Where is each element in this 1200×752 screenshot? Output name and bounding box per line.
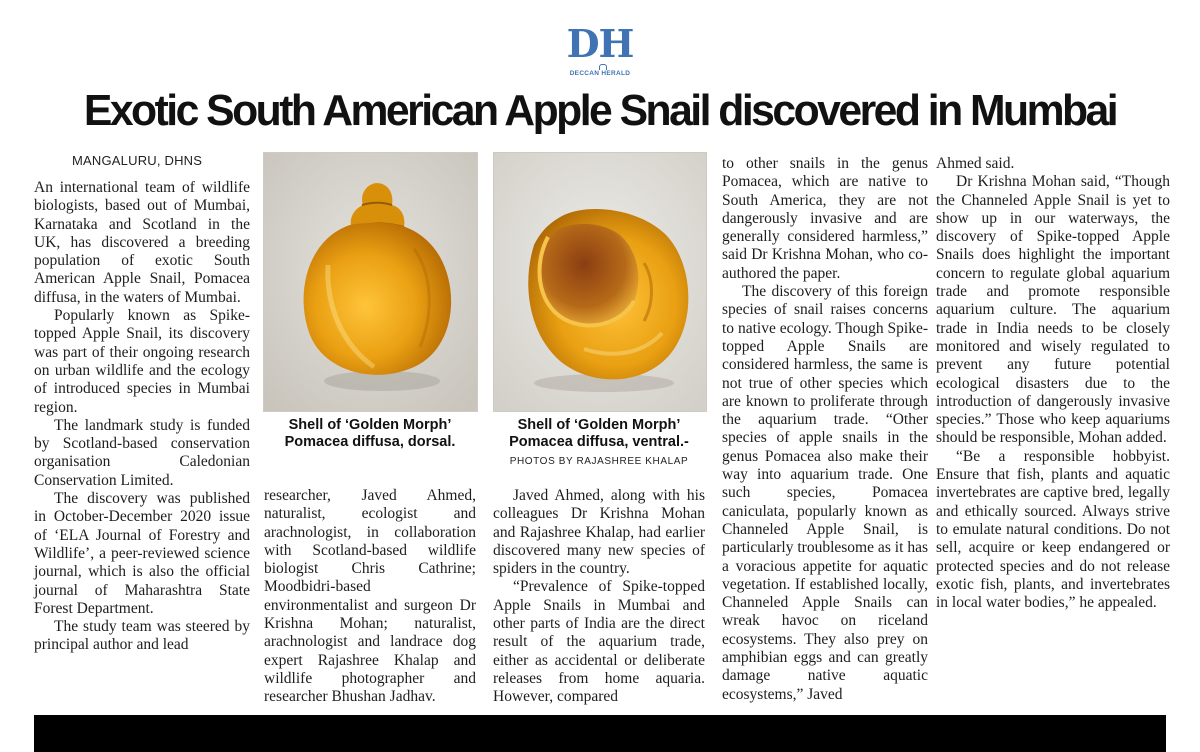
article-column-4 — [722, 155, 928, 704]
paragraph: Ahmed said. — [936, 155, 1015, 172]
paragraph: researcher, Javed Ahmed, naturalist, ecologist and arachnologist, in collaboration with Scotland-based wildlife biologist Chris Cathrine; Moodbidri-based environmentalist and surgeon Dr Krishna Mohan; naturalist, arachnologist and landrace dog expert Rajashree Khalap and wildlife photographer and researcher Bhushan Jadhav. — [264, 487, 476, 706]
paragraph: “Be a responsible hobbyist. Ensure that fish, plants and aquatic invertebrates are captive bred, legally and ethically sourced. Always strive to emulate natural conditions. Do not sell, acquire or keep endangered or protected species and do not release exotic fish, plants, and invertebrates in local water bodies,” he appealed. — [936, 447, 1170, 612]
article-column-5 — [936, 155, 1170, 612]
paragraph: The discovery of this foreign species of snail raises concerns to native ecology. Though Spike-topped Apple Snails are considered harmless, the same is not true of other species which are known to proliferate through the aquarium trade. “Other species of apple snails in the genus Pomacea also make their way into aquarium trade. One such species, Pomacea caniculata, popularly known as Channeled Apple Snail, is particularly troublesome as it has a voracious appetite for aquatic vegetation. If established locally, Channeled Apple Snails can wreak havoc on riceland ecosystems. They also prey on amphibian eggs and can greatly damage native aquatic ecosystems,” Javed — [722, 283, 928, 703]
article-column-1 — [34, 179, 250, 655]
paragraph: Dr Krishna Mohan said, “Though the Channeled Apple Snail is yet to show up in our waterways, the discovery of Spike-topped Apple Snails does highlight the important concern to regulate global aquarium trade and promote responsible aquarium culture. The aquarium trade in India needs to be closely monitored and wisely regulated to prevent any future potential ecological disasters due to the introduction of dangerously invasive species.” Those who keep aquariums should be responsible, Mohan added. — [936, 173, 1170, 447]
paragraph: The discovery was published in October-December 2020 issue of ‘ELA Journal of Forestry and Wildlife’, a peer-reviewed science journal, which is also the official journal of Maharashtra State Forest Department. — [34, 490, 250, 617]
article-column-3 — [493, 487, 705, 707]
paragraph: to other snails in the genus Pomacea, which are native to South America, they are not dangerously invasive and are generally considered harmless,” said Dr Krishna Mohan, who co-authored the paper. — [722, 155, 928, 282]
logo-subtitle: DECCAN HERALD — [569, 70, 631, 77]
bottom-black-bar — [34, 715, 1166, 752]
article-headline: Exotic South American Apple Snail discovered in Mumbai — [83, 86, 1117, 135]
snail-photo-dorsal — [263, 152, 478, 412]
article-column-2 — [264, 487, 476, 707]
paragraph: An international team of wildlife biologists, based out of Mumbai, Karnataka and Scotland in the UK, has discovered a breeding population of exotic South American Apple Snail, Pomacea diffusa, in the waters of Mumbai. — [34, 179, 250, 306]
logo-mark: DH — [566, 21, 634, 66]
paragraph: The study team was steered by principal author and lead — [34, 618, 250, 654]
photo-credit: PHOTOS BY RAJASHREE KHALAP — [509, 456, 689, 467]
paragraph: The landmark study is funded by Scotland-based conservation organisation Caledonian Conservation Limited. — [34, 416, 250, 489]
paragraph: “Prevalence of Spike-topped Apple Snails in Mumbai and other parts of India are the direct result of the aquarium trade, either as accidental or deliberate releases from home aquaria. However, compared — [493, 578, 705, 706]
photo-caption-ventral: Shell of ‘Golden Morph’ Pomacea diffusa, ventral.- — [509, 417, 689, 450]
paragraph: Popularly known as Spike-topped Apple Snail, its discovery was part of their ongoing research on urban wildlife and the ecology of introduced species in Mumbai region. — [34, 307, 250, 416]
deccan-herald-logo — [565, 21, 635, 82]
logo-emblem-icon — [599, 64, 607, 70]
article-dateline: MANGALURU, DHNS — [72, 153, 203, 168]
paragraph: Javed Ahmed, along with his colleagues Dr Krishna Mohan and Rajashree Khalap, had earlier discovered many new species of spiders in the country. — [493, 487, 705, 578]
snail-photo-ventral — [493, 152, 707, 412]
photo-caption-dorsal: Shell of ‘Golden Morph’ Pomacea diffusa, dorsal. — [284, 417, 456, 450]
